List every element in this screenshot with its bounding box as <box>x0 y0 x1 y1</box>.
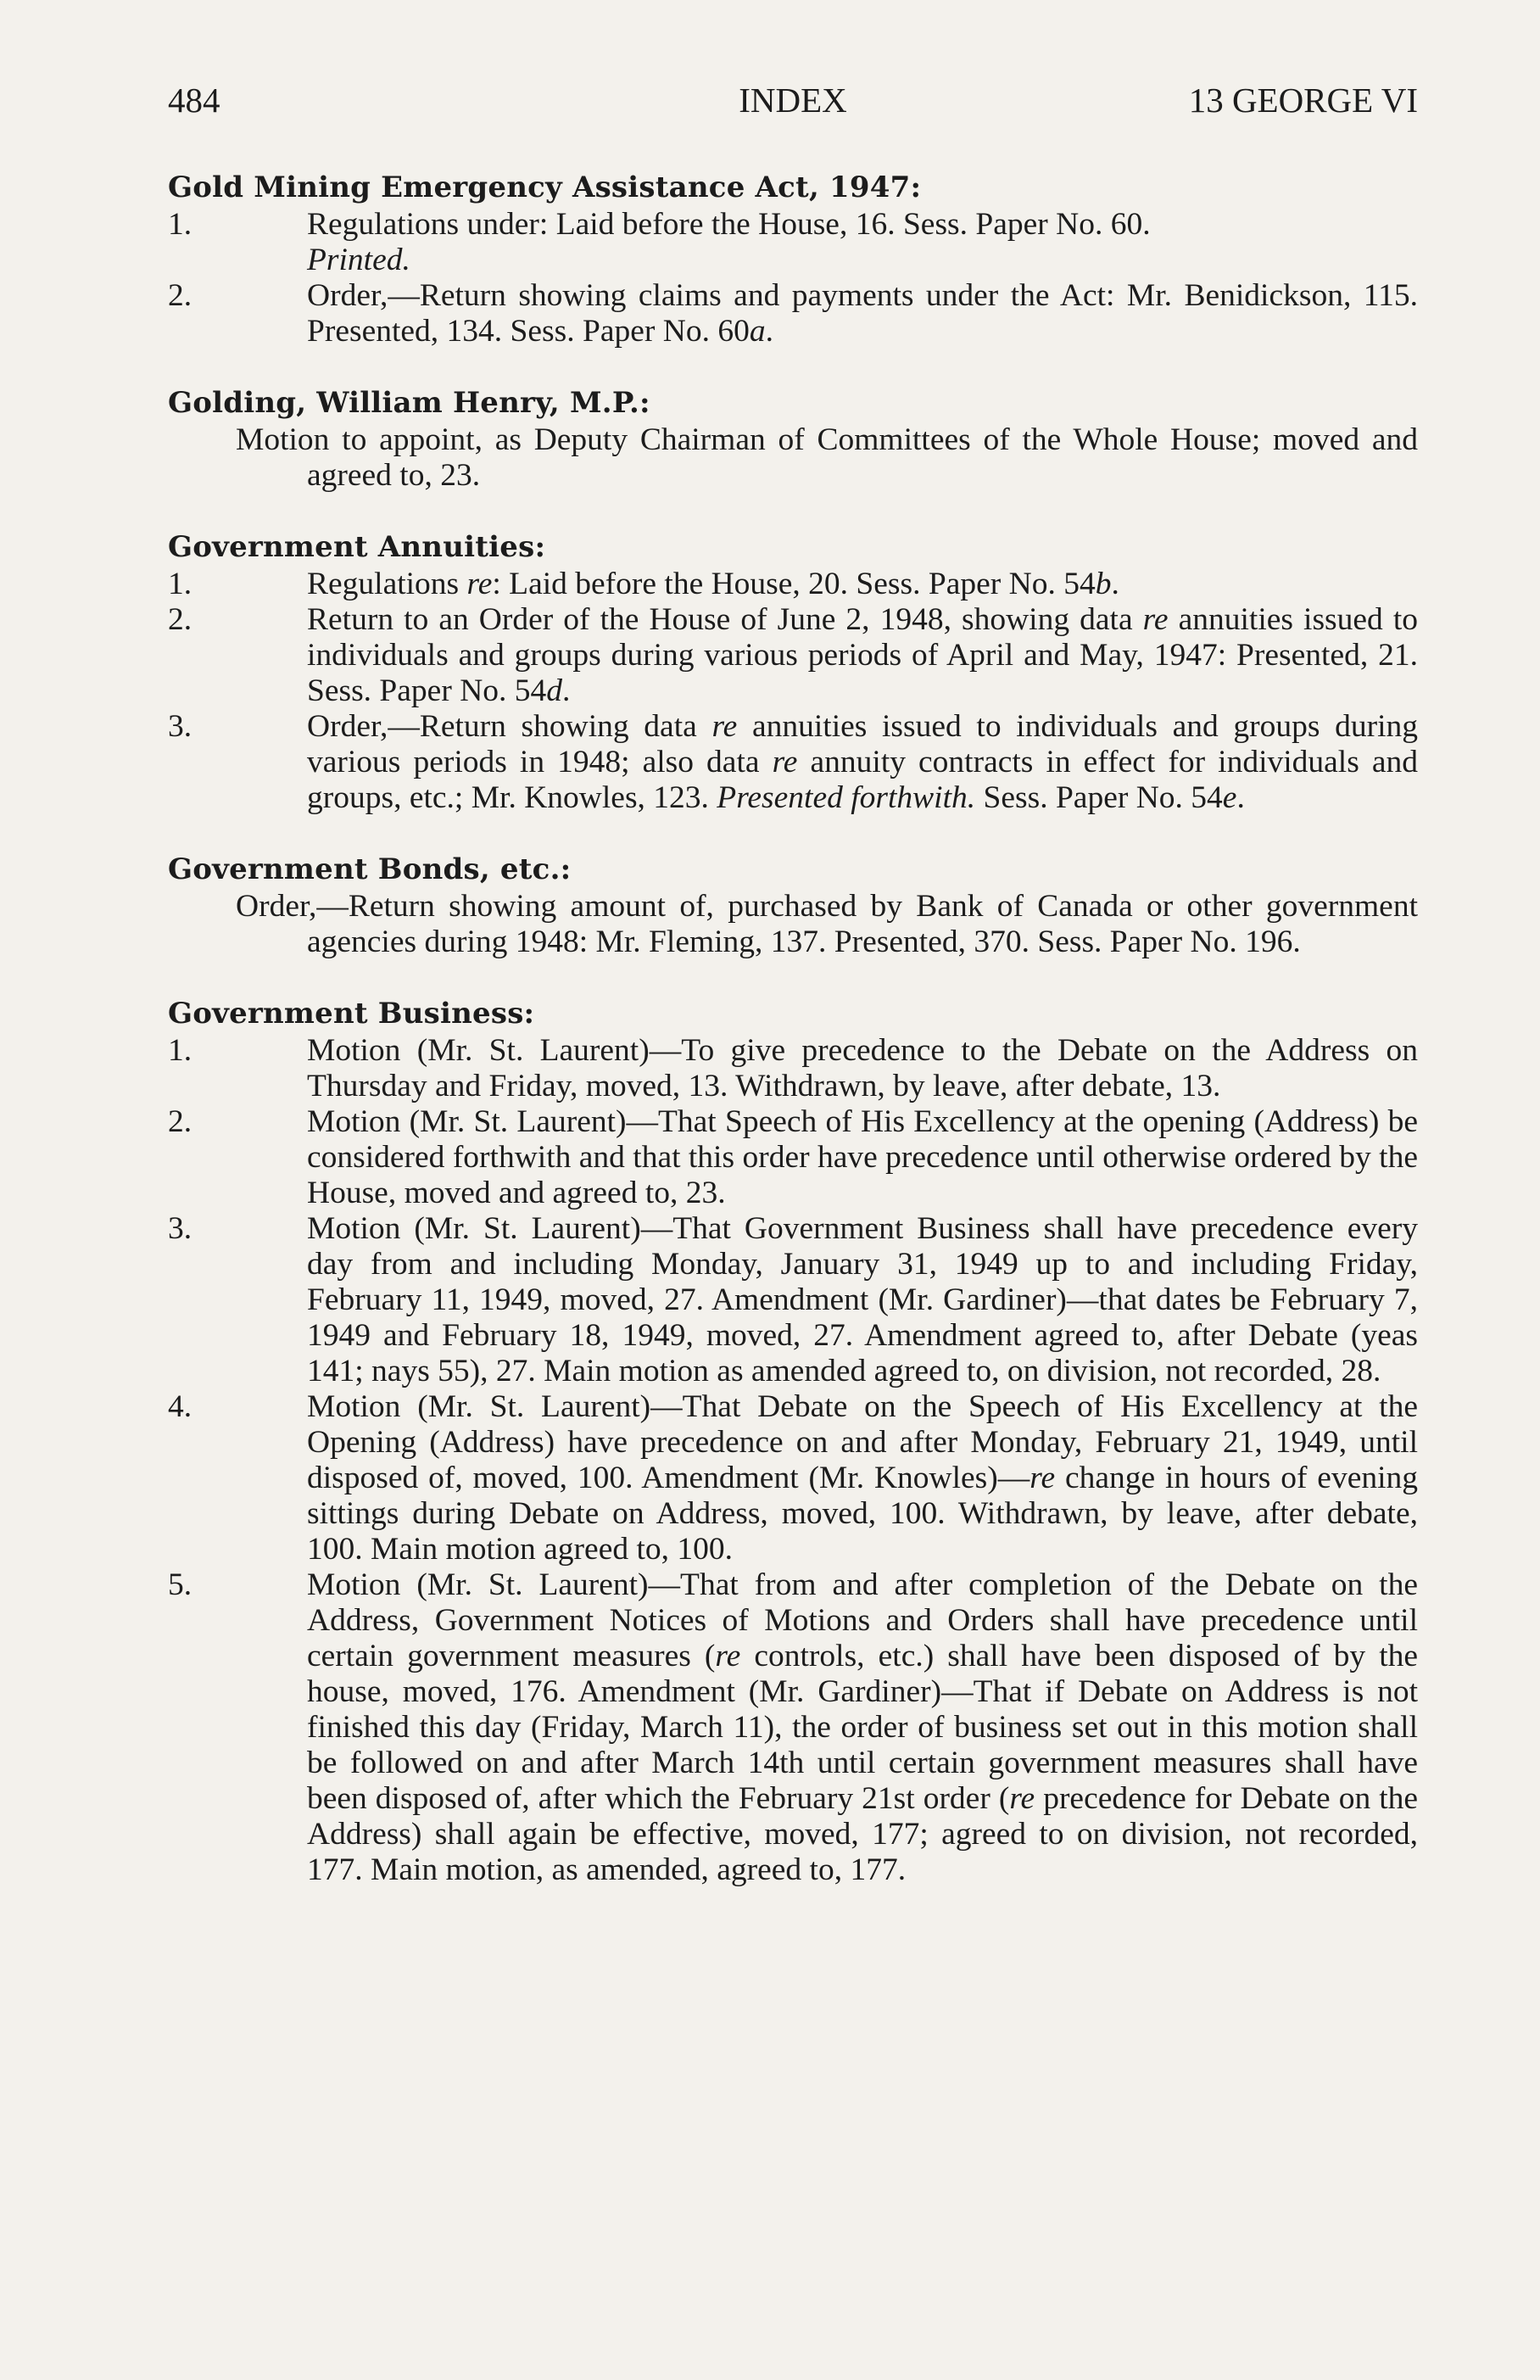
sub-entry <box>168 207 1418 278</box>
sub-entry-number: 1. <box>168 207 192 242</box>
index-entry-government-business <box>168 996 1418 1888</box>
entry-text: Motion to appoint, as Deputy Chairman of Committees of the Whole House; moved and agreed to, 23. <box>236 422 1418 493</box>
sub-entry <box>168 602 1418 709</box>
sub-entry-number: 3. <box>168 709 192 744</box>
entry-heading: Golding, William Henry, M.P.: <box>168 386 650 420</box>
sub-entry-text: Regulations re: Laid before the House, 20. Sess. Paper No. 54b. <box>307 567 1119 601</box>
sub-entry <box>168 1567 1418 1888</box>
index-entry-government-bonds <box>168 852 1418 960</box>
sub-entry-text: Motion (Mr. St. Laurent)—To give precedence to the Debate on the Address on Thursday and Friday, moved, 13. Withdrawn, by leave, after debate, 13. <box>307 1033 1418 1103</box>
sub-entry-number: 5. <box>168 1567 192 1602</box>
sub-entry <box>168 278 1418 349</box>
sub-entry-text: Motion (Mr. St. Laurent)—That Government Business shall have precedence every day from and including Monday, January 31, 1949 up to and including Friday, February 11, 1949, moved, 27. Amendment (Mr. Gardiner)—that dates be February 7, 1949 and February 18, 1949, moved, 27. Amendment agreed to, after Debate (yeas 141; nays 55), 27. Main motion as amended agreed to, on division, not recorded, 28. <box>307 1211 1418 1388</box>
sub-entry-number: 2. <box>168 278 192 313</box>
entry-heading: Government Annuities: <box>168 530 546 564</box>
sub-entry-text: Motion (Mr. St. Laurent)—That Speech of His Excellency at the opening (Address) be considered forthwith and that this order have precedence until otherwise ordered by the House, moved and agreed to, 23. <box>307 1104 1418 1210</box>
sub-entry-text: Regulations under: Laid before the House, 16. Sess. Paper No. 60. Printed. <box>307 207 1151 277</box>
index-entry-gold-mining-act <box>168 170 1418 349</box>
sub-entry <box>168 567 1418 602</box>
sub-entry <box>168 709 1418 816</box>
index-content <box>168 170 1418 1924</box>
sub-entry-text: Return to an Order of the House of June 2, 1948, showing data re annuities issued to individuals and groups during various periods of April and May, 1947: Presented, 21. Sess. Paper No. 54d. <box>307 602 1419 708</box>
entry-heading: Gold Mining Emergency Assistance Act, 1947: <box>168 170 922 204</box>
sub-entry <box>168 1389 1418 1567</box>
running-head-right: 13 GEORGE VI <box>1188 81 1418 120</box>
entry-text: Order,—Return showing amount of, purchased by Bank of Canada or other government agencies during 1948: Mr. Fleming, 137. Presented, 370. Sess. Paper No. 196. <box>236 889 1418 959</box>
entry-heading: Government Bonds, etc.: <box>168 852 572 886</box>
sub-entry-text: Order,—Return showing claims and payments under the Act: Mr. Benidickson, 115. Presented, 134. Sess. Paper No. 60a. <box>307 278 1418 349</box>
sub-entry-number: 2. <box>168 1104 192 1139</box>
running-header <box>168 76 1418 124</box>
page-number: 484 <box>168 81 220 120</box>
sub-entry-number: 4. <box>168 1389 192 1424</box>
sub-entry-number: 1. <box>168 1033 192 1068</box>
sub-entry-text: Order,—Return showing data re annuities issued to individuals and groups during various periods in 1948; also data re annuity contracts in effect for individuals and groups, etc.; Mr. Knowles, 123. Presented forthwith. Sess. Paper No. 54e. <box>307 709 1419 815</box>
entry-heading: Government Business: <box>168 997 535 1031</box>
sub-entry-text: Motion (Mr. St. Laurent)—That Debate on the Speech of His Excellency at the Opening (Address) have precedence on and after Monday, February 21, 1949, until disposed of, moved, 100. Amendment (Mr. Knowles)—re change in hours of evening sittings during Debate on Address, moved, 100. Withdrawn, by leave, after debate, 100. Main motion agreed to, 100. <box>307 1389 1419 1567</box>
sub-entry <box>168 1104 1418 1211</box>
page-title: INDEX <box>739 81 847 120</box>
sub-entry-number: 1. <box>168 567 192 601</box>
sub-entry <box>168 1033 1418 1104</box>
sub-entry <box>168 1211 1418 1389</box>
index-entry-golding <box>168 385 1418 494</box>
sub-entry-number: 3. <box>168 1211 192 1246</box>
sub-entry-number: 2. <box>168 602 192 637</box>
index-entry-government-annuities <box>168 529 1418 816</box>
sub-entry-text: Motion (Mr. St. Laurent)—That from and after completion of the Debate on the Address, Government Notices of Motions and Orders shall have precedence until certain government measures (re controls, etc.) shall have been disposed of by the house, moved, 176. Amendment (Mr. Gardiner)—That if Debate on Address is not finished this day (Friday, March 11), the order of business set out in this motion shall be followed on and after March 14th until certain government measures shall have been disposed of, after which the February 21st order (re precedence for Debate on the Address) shall again be effective, moved, 177; agreed to on division, not recorded, 177. Main motion, as amended, agreed to, 177. <box>307 1567 1419 1887</box>
